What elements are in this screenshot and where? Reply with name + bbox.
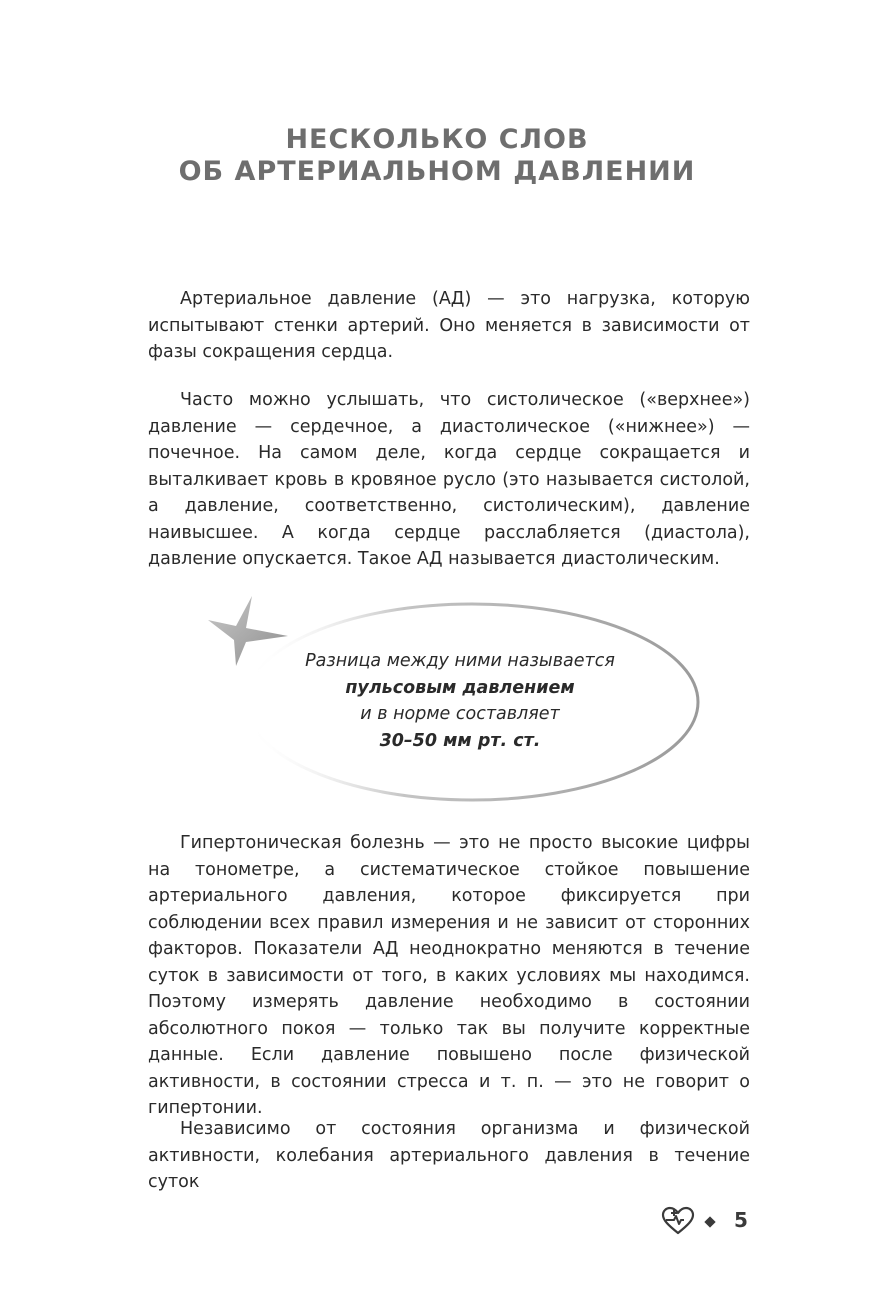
callout-line-4: 30–50 мм рт. ст. [379,730,541,751]
callout-line-1: Разница между ними называется [305,651,615,671]
paragraph-systole-diastole: Часто можно услышать, что систолическое («верхнее») давление — сердечное, а диастолическое («нижнее») — почечное. На самом деле, когда сердце сокращается и выталкивает кровь в кровяное русло (это называется систолой, а давление, соответственно, систолическим), давление наивысшее. А когда сердце расслабляется (диастола), давление опускается. Такое АД называется диастолическим. [148,390,750,569]
page-footer [660,1204,770,1240]
heart-cross-icon [660,1206,696,1236]
page-title-line-2: ОБ АРТЕРИАЛЬНОМ ДАВЛЕНИИ [178,156,696,187]
paragraph-intro: Артериальное давление (АД) — это нагрузка, которую испытывают стенки артерий. Оно меняется в зависимости от фазы сокращения сердца. [148,289,750,362]
callout-line-3: и в норме составляет [360,704,560,724]
paragraph-hypertension: Гипертоническая болезнь — это не просто высокие цифры на тонометре, а систематическое стойкое повышение артериального давления, которое фиксируется при соблюдении всех правил измерения и не зависит от сторонних факторов. Показатели АД неоднократно меняются в течение суток в зависимости от того, в каких условиях мы находимся. Поэтому измерять давление необходимо в состоянии абсолютного покоя — только так вы получите корректные данные. Если давление повышено после физической активности, в состоянии стресса и т. п. — это не говорит о гипертонии. [148,833,750,1118]
callout-text [260,648,660,754]
page-number: 5 [734,1208,748,1232]
callout-pulse-pressure [200,592,710,804]
page-title-line-1: НЕСКОЛЬКО СЛОВ [285,124,589,155]
paragraph-fluctuations: Независимо от состояния организма и физической активности, колебания артериального давления в течение суток [148,1119,750,1192]
callout-line-2: пульсовым давлением [345,677,575,698]
footer-bullet [704,1216,715,1227]
